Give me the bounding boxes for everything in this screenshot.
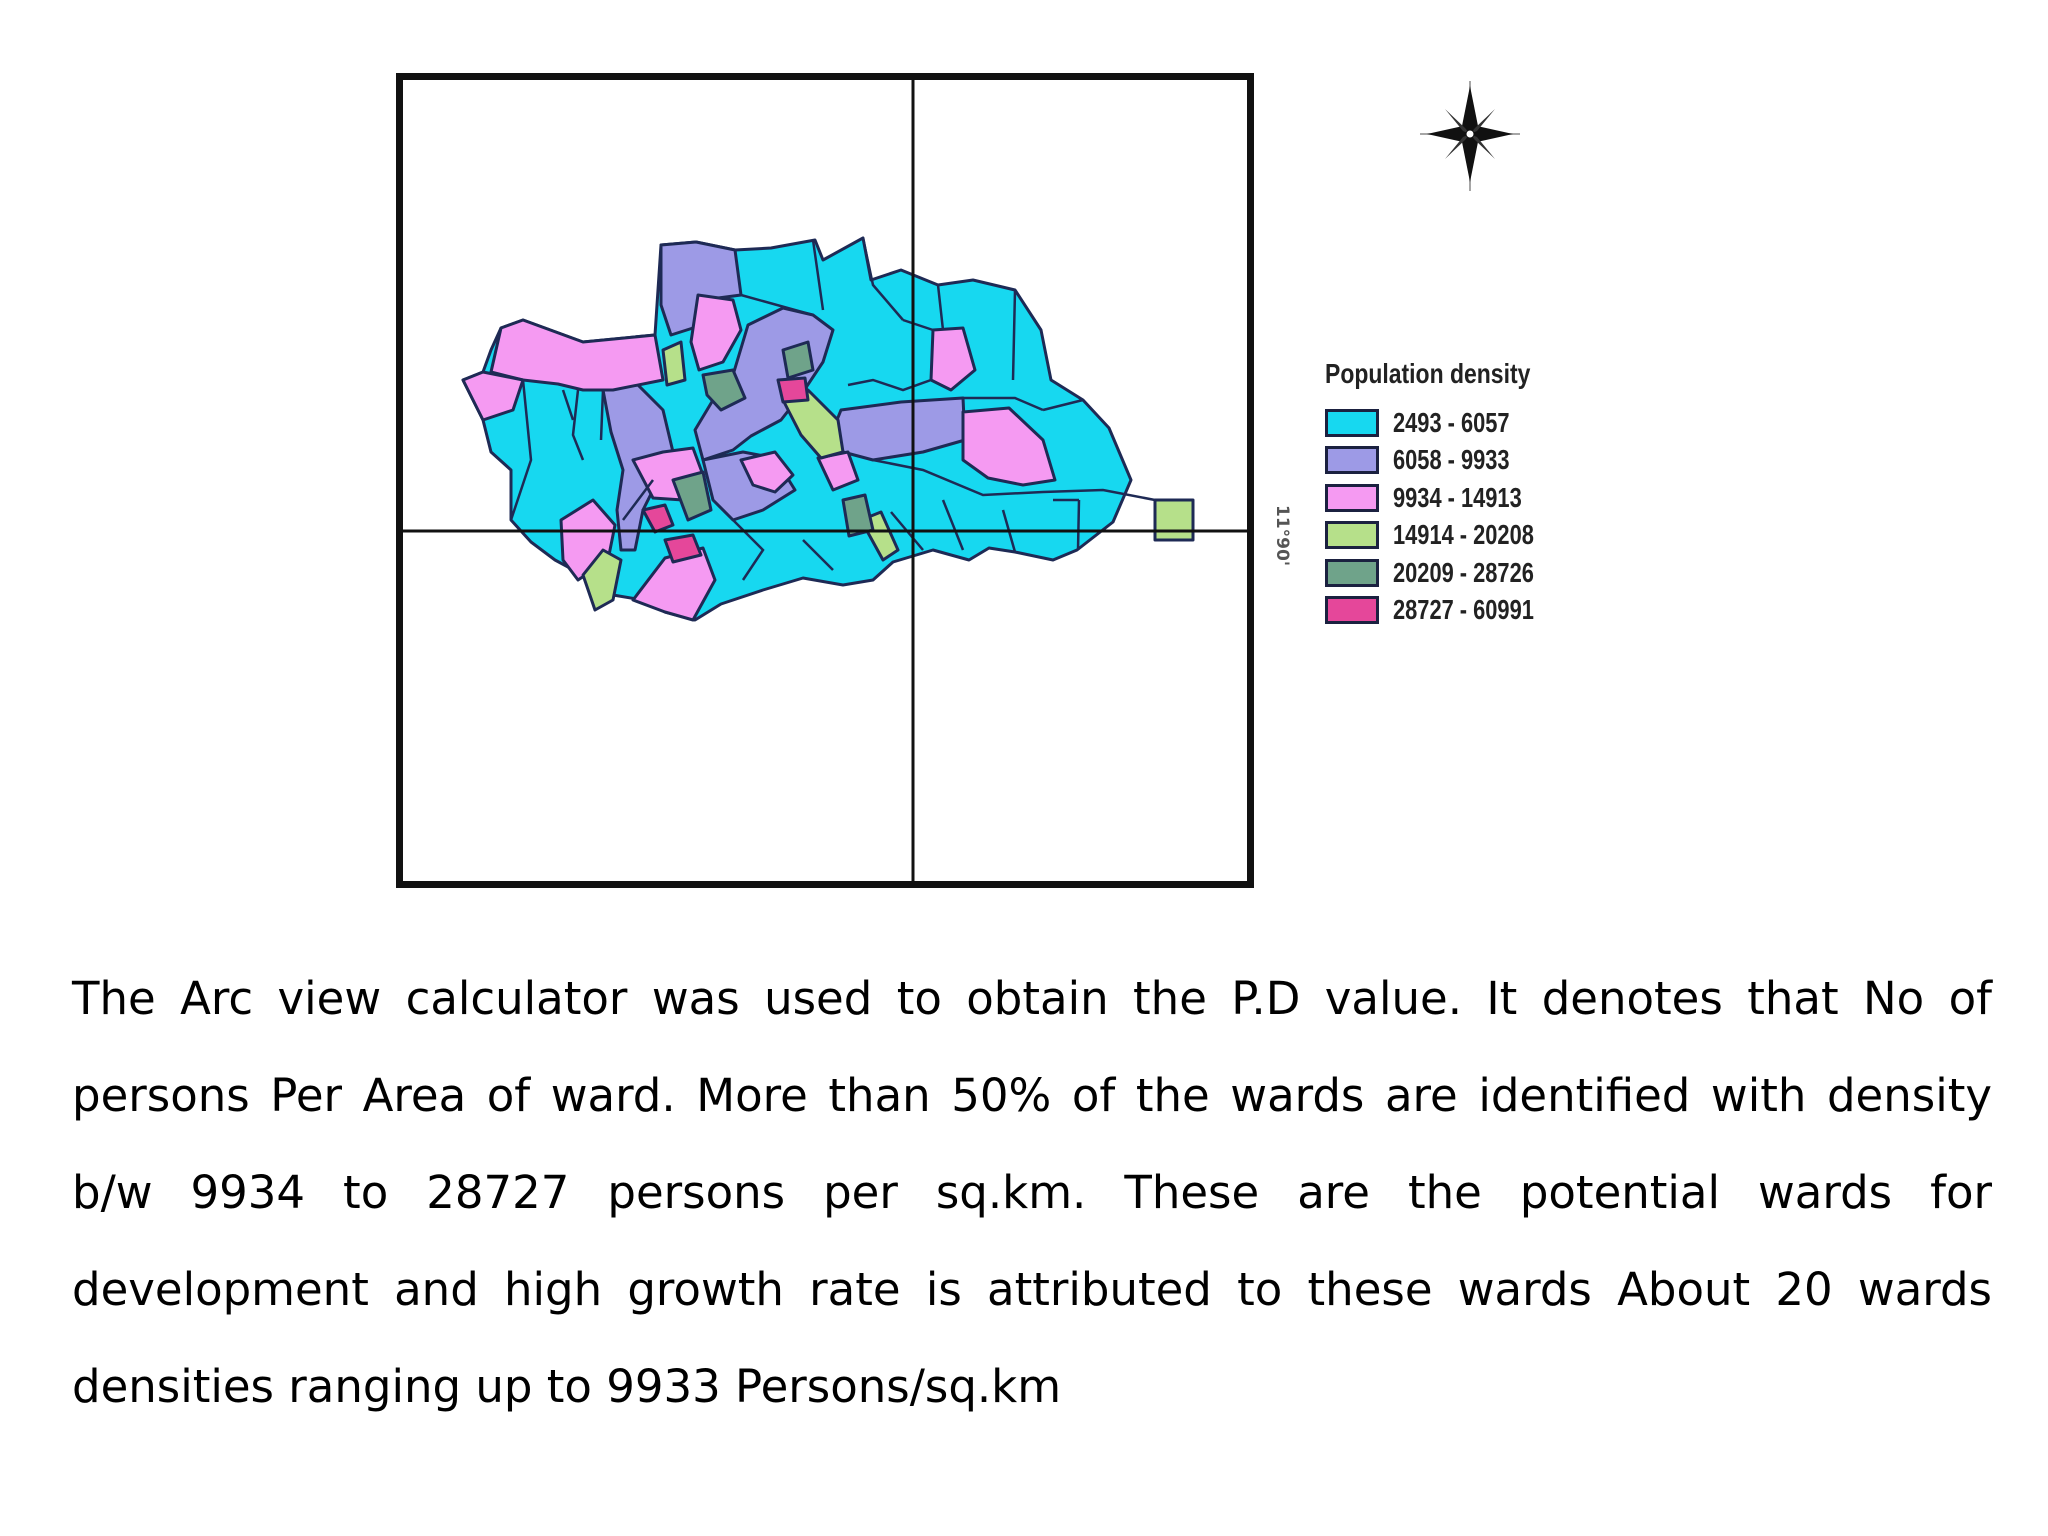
legend-swatch: [1325, 409, 1379, 437]
ward-teal-mid: [783, 342, 813, 378]
north-arrow-icon: [1415, 76, 1525, 196]
legend-item: [1325, 442, 1575, 480]
legend-item: [1325, 592, 1575, 630]
legend-swatch: [1325, 521, 1379, 549]
ward-green-north: [663, 342, 685, 385]
legend-item: [1325, 404, 1575, 442]
legend-label: 20209 - 28726: [1393, 556, 1534, 588]
caption-paragraph: The Arc view calculator was used to obtain the P.D value. It denotes that No of persons Per Area of ward. More than 50% of the wards are identified with density b/w 9934 to 28727 persons per sq.km. These are the potential wards for development and high growth rate is attributed to these wards About 20 wards densities ranging up to 9933 Persons/sq.km: [72, 972, 1992, 1413]
map-legend: [1325, 358, 1575, 629]
legend-label: 6058 - 9933: [1393, 444, 1510, 476]
ward-magenta-north: [778, 378, 808, 402]
legend-label: 14914 - 20208: [1393, 519, 1534, 551]
coordinate-label: 11°90': [1272, 505, 1292, 567]
legend-swatch: [1325, 559, 1379, 587]
legend-item: [1325, 517, 1575, 555]
legend-label: 28727 - 60991: [1393, 594, 1534, 626]
legend-swatch: [1325, 446, 1379, 474]
legend-label: 9934 - 14913: [1393, 481, 1522, 513]
legend-swatch: [1325, 596, 1379, 624]
legend-swatch: [1325, 484, 1379, 512]
legend-title: Population density: [1325, 358, 1531, 389]
legend-label: 2493 - 6057: [1393, 406, 1510, 438]
legend-item: [1325, 554, 1575, 592]
map-frame: [396, 73, 1254, 888]
ward-map: [403, 80, 1247, 881]
legend-item: [1325, 479, 1575, 517]
ward-green-east: [1155, 500, 1193, 540]
